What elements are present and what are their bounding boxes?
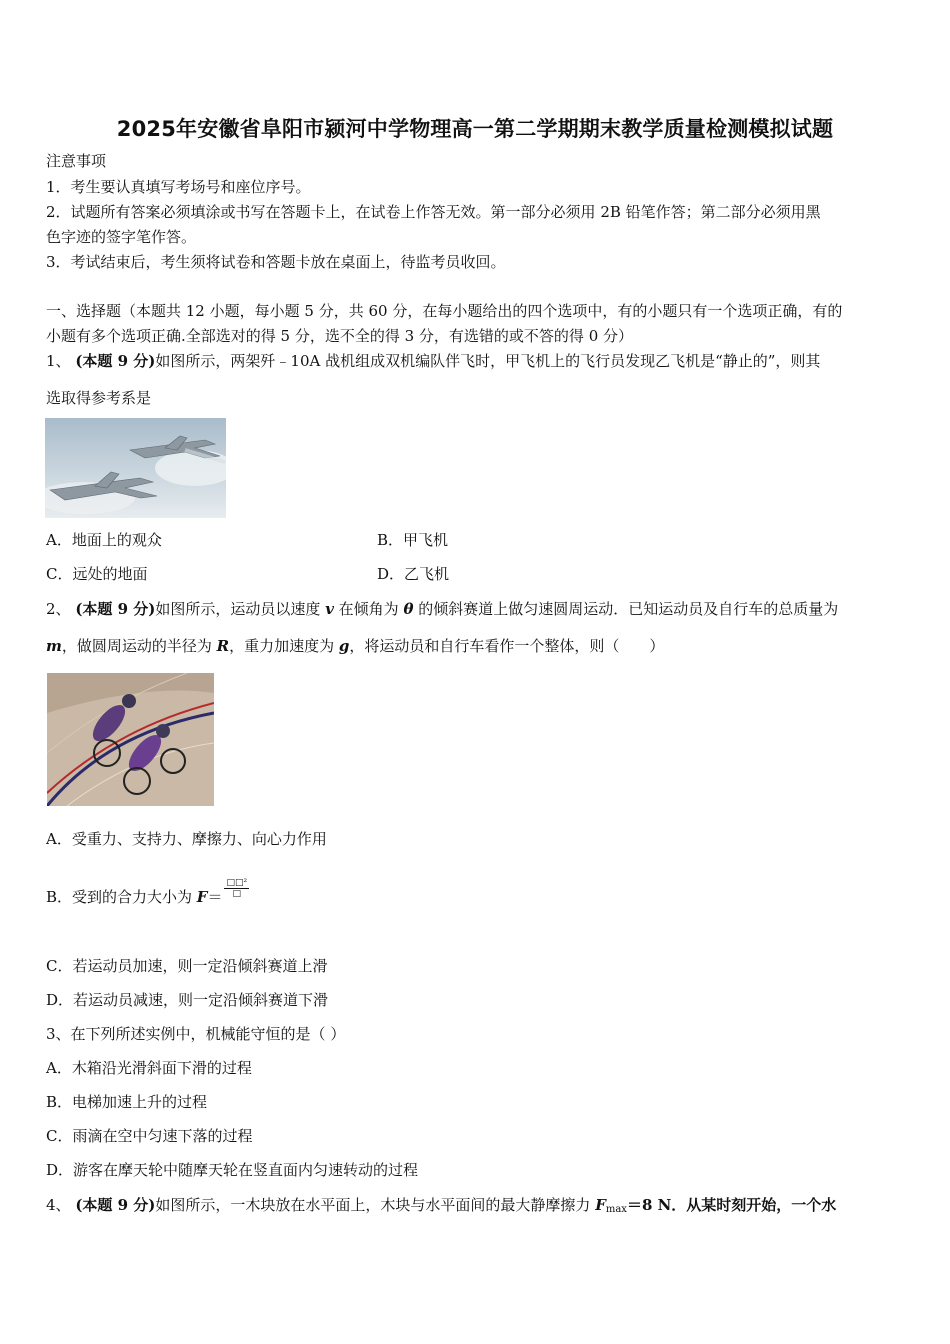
fraction-numerator: □□² bbox=[226, 877, 248, 888]
q1-score-tag: (本题 9 分) bbox=[75, 352, 156, 370]
section-intro-line1: 一、选择题（本题共 12 小题，每小题 5 分，共 60 分，在每小题给出的四个选项中，有的小题只有一个选项正确，有的 bbox=[46, 302, 843, 320]
q2-stem-line1 bbox=[46, 599, 838, 619]
notice-item-1: 1．考生要认真填写考场号和座位序号。 bbox=[46, 178, 311, 196]
q2-option-b-text: B．受到的合力大小为 bbox=[46, 888, 197, 906]
q1-stem-line2: 选取得参考系是 bbox=[46, 389, 152, 407]
q1-stem-line1 bbox=[46, 351, 820, 371]
q4-stem-text-b: ＝8 N．从某时刻开始，一个水 bbox=[626, 1196, 837, 1214]
q3-option-d: D．游客在摩天轮中随摩天轮在竖直面内匀速转动的过程 bbox=[46, 1161, 419, 1179]
q1-stem-text: 如图所示，两架歼﹣10A 战机组成双机编队伴飞时，甲飞机上的飞行员发现乙飞机是“静止的”，则其 bbox=[155, 352, 821, 370]
fraction-denominator: □ bbox=[232, 888, 242, 899]
q2-option-a: A．受重力、支持力、摩擦力、向心力作用 bbox=[46, 830, 327, 848]
notice-item-3: 3．考试结束后，考生须将试卷和答题卡放在桌面上，待监考员收回。 bbox=[46, 253, 506, 271]
q4-number: 4、 bbox=[46, 1196, 71, 1214]
q2-option-b-equals: ＝ bbox=[207, 888, 223, 906]
q2-symbol-m: m bbox=[46, 637, 62, 655]
q4-symbol-F: F bbox=[595, 1196, 606, 1214]
q2-cyclist-image bbox=[47, 673, 214, 806]
notice-heading: 注意事项 bbox=[46, 152, 107, 170]
q2-symbol-g: g bbox=[338, 637, 350, 655]
q4-score-tag: (本题 9 分) bbox=[75, 1196, 156, 1214]
q4-symbol-sub-max: max bbox=[605, 1204, 627, 1215]
q3-option-b: B．电梯加速上升的过程 bbox=[46, 1093, 208, 1111]
q2-stem-text-a: 如图所示，运动员以速度 bbox=[155, 600, 326, 618]
q2-number: 2、 bbox=[46, 600, 71, 618]
q2-stem-text-b: 在倾角为 bbox=[333, 600, 404, 618]
q1-option-d: D．乙飞机 bbox=[377, 565, 450, 583]
q3-option-a: A．木箱沿光滑斜面下滑的过程 bbox=[46, 1059, 252, 1077]
q2-score-tag: (本题 9 分) bbox=[75, 600, 156, 618]
q2-symbol-v: v bbox=[325, 600, 334, 618]
q2-option-b-fraction bbox=[224, 878, 249, 899]
q1-option-c: C．远处的地面 bbox=[46, 565, 148, 583]
q1-option-b: B．甲飞机 bbox=[377, 531, 449, 549]
q2-option-d: D．若运动员减速，则一定沿倾斜赛道下滑 bbox=[46, 991, 329, 1009]
q2-stem-text-f: ，将运动员和自行车看作一个整体，则（ ） bbox=[349, 637, 665, 655]
q2-symbol-theta: θ bbox=[403, 600, 414, 618]
q2-symbol-R: R bbox=[216, 637, 230, 655]
q2-stem-text-e: ，重力加速度为 bbox=[229, 637, 339, 655]
notice-item-2: 2．试题所有答案必须填涂或书写在答题卡上，在试卷上作答无效。第一部分必须用 2B 铅笔作答；第二部分必须用黑 bbox=[46, 203, 821, 221]
notice-item-2-cont: 色字迹的签字笔作答。 bbox=[46, 228, 197, 246]
section-intro-line2: 小题有多个选项正确.全部选对的得 5 分，选不全的得 3 分，有选错的或不答的得 0 分） bbox=[46, 327, 634, 345]
q1-number: 1、 bbox=[46, 352, 71, 370]
exam-title: 2025年安徽省阜阳市颍河中学物理高一第二学期期末教学质量检测模拟试题 bbox=[116, 117, 834, 141]
q1-jet-image bbox=[45, 418, 226, 518]
q2-option-b-symbol-F: F bbox=[196, 888, 208, 906]
q3-option-c: C．雨滴在空中匀速下落的过程 bbox=[46, 1127, 253, 1145]
q2-option-b bbox=[46, 877, 249, 909]
q3-stem: 3、在下列所述实例中，机械能守恒的是（ ） bbox=[46, 1025, 346, 1043]
q4-stem-text-a: 如图所示，一木块放在水平面上，木块与水平面间的最大静摩擦力 bbox=[155, 1196, 596, 1214]
q2-stem-line2 bbox=[46, 636, 664, 656]
q2-option-c: C．若运动员加速，则一定沿倾斜赛道上滑 bbox=[46, 957, 328, 975]
q2-stem-text-d: ，做圆周运动的半径为 bbox=[61, 637, 217, 655]
q2-stem-text-c: 的倾斜赛道上做匀速圆周运动．已知运动员及自行车的总质量为 bbox=[413, 600, 839, 618]
q1-option-a: A．地面上的观众 bbox=[46, 531, 162, 549]
q4-stem-line1 bbox=[46, 1195, 836, 1220]
